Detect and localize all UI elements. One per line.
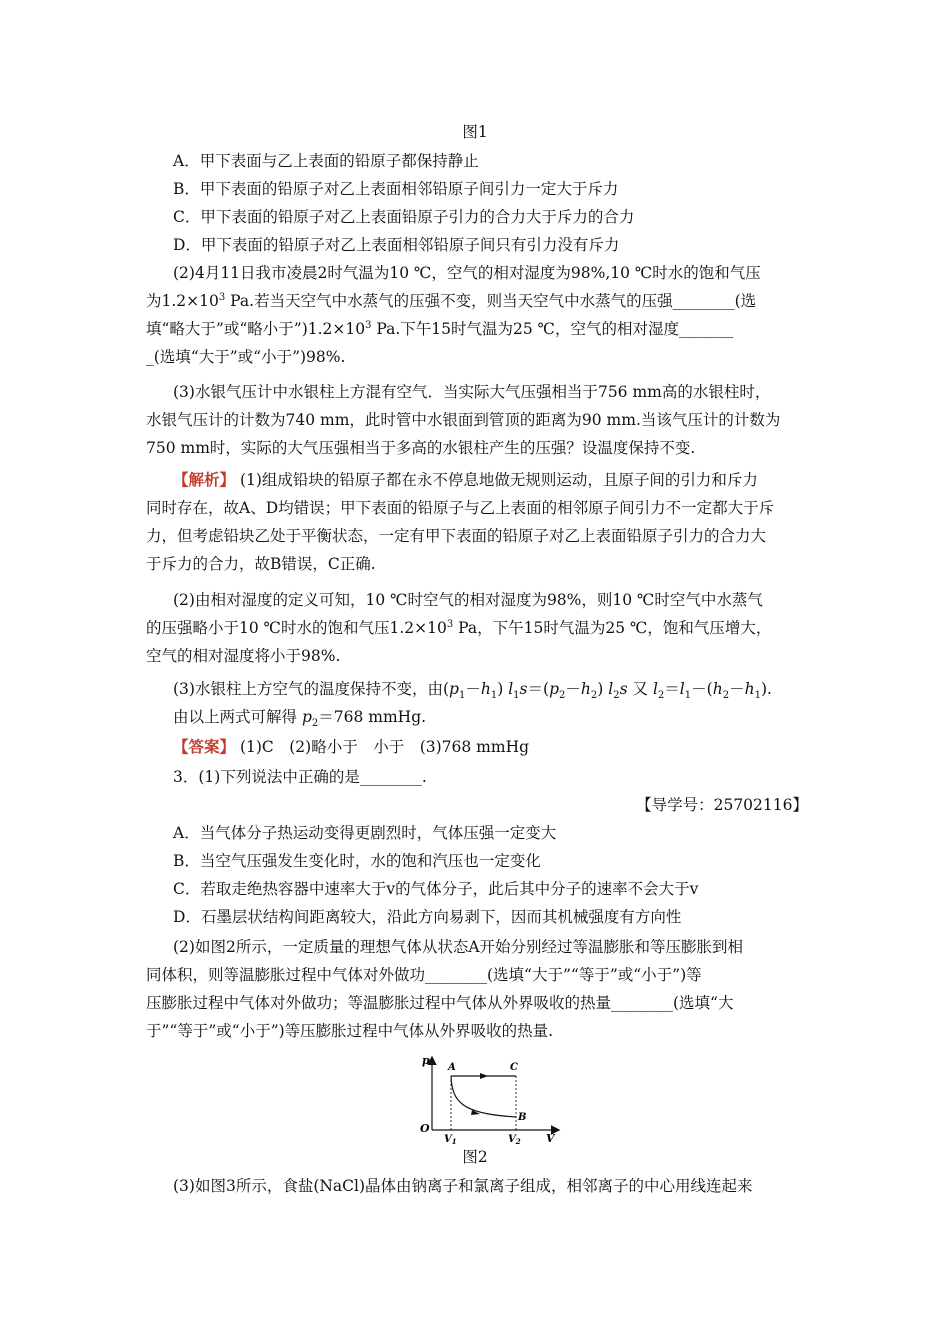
q3-option-c: C．若取走绝热容器中速率大于v的气体分子，此后其中分子的速率不会大于v (173, 880, 699, 898)
state-b-label: B (518, 1112, 527, 1123)
analysis-line: 的压强略小于10 ℃时水的饱和气压$1.2\times 10^3$ Pa，下午15时气温为25 ℃，饱和气压增大， (146, 618, 772, 637)
question-3-2-line: 于”“等于”或“小于”)等压膨胀过程中气体从外界吸收的热量. (146, 1022, 554, 1040)
question-2-3-line: (3)水银气压计中水银柱上方混有空气．当实际大气压强相当于756 mm高的水银柱时， (173, 383, 771, 401)
analysis-tag: 【解析】 (173, 470, 236, 489)
analysis-line: (2)由相对湿度的定义可知，10 ℃时空气的相对湿度为98%，则10 ℃时空气中水蒸气 (173, 591, 763, 609)
analysis-line: 同时存在，故A、D均错误；甲下表面的铅原子与乙上表面的相邻原子间引力不一定都大于斥 (146, 499, 775, 517)
v2-label: $V_2$ (508, 1134, 521, 1144)
answer-tag: 【答案】 (173, 737, 236, 756)
q3-option-d: D．石墨层状结构间距离较大，沿此方向易剥下，因而其机械强度有方向性 (173, 908, 682, 926)
option-b: B．甲下表面的铅原子对乙上表面相邻铅原子间引力一定大于斥力 (173, 180, 619, 198)
option-d: D．甲下表面的铅原子对乙上表面相邻铅原子间只有引力没有斥力 (173, 236, 620, 254)
origin-label: O (420, 1122, 430, 1135)
question-3-2-line: 压膨胀过程中气体对外做功；等温膨胀过程中气体从外界吸收的热量________(选填“大 (146, 994, 734, 1012)
option-c: C．甲下表面的铅原子对乙上表面铅原子引力的合力大于斥力的合力 (173, 208, 635, 226)
state-c-label: C (510, 1062, 518, 1073)
answer-line: 【答案】 (1)C (2)略小于 小于 (3)768 mmHg (173, 737, 530, 756)
p-axis-label: p (422, 1054, 430, 1067)
q3-option-a: A．当气体分子热运动变得更剧烈时，气体压强一定变大 (173, 824, 557, 842)
analysis-line: 力，但考虑铅块乙处于平衡状态，一定有甲下表面的铅原子对乙上表面铅原子引力的合力大 (146, 527, 767, 545)
question-2-2-line: 为$1.2\times 10^3$ Pa.若当天空气中水蒸气的压强不变，则当天空气中水蒸气的压强________(选 (146, 291, 757, 310)
question-3-stem: 3．(1)下列说法中正确的是________. (173, 768, 427, 786)
guide-number: 【导学号：25702116】 (636, 796, 808, 814)
figure-2-caption: 图2 (462, 1148, 488, 1166)
question-2-2-line: 填“略大于”或“略小于$”)1.2\times 10^3$ Pa.下午15时气温为25 ℃，空气的相对湿度_______ (146, 319, 734, 338)
question-2-3-line: 水银气压计的计数为740 mm，此时管中水银面到管顶的距离为90 mm.当该气压计的计数为 (146, 411, 781, 429)
question-2-2-line: (2)4月11日我市凌晨2时气温为10 ℃，空气的相对湿度为98%,10 ℃时水的饱和气压 (173, 264, 761, 282)
question-3-2-line: (2)如图2所示，一定质量的理想气体从状态A开始分别经过等温膨胀和等压膨胀到相 (173, 938, 744, 956)
q3-option-b: B．当空气压强发生变化时，水的饱和汽压也一定变化 (173, 852, 541, 870)
v-axis-label: V (546, 1132, 555, 1144)
state-a-label: A (448, 1062, 456, 1073)
analysis-line: 空气的相对湿度将小于98%. (146, 647, 341, 665)
isotherm-curve (451, 1076, 516, 1117)
analysis-result-line: 由以上两式可解得 $p_2=768$ mmHg. (173, 708, 427, 730)
figure-2-pv-diagram (410, 1054, 570, 1144)
question-3-3-line: (3)如图3所示，食盐(NaCl)晶体由钠离子和氯离子组成，相邻离子的中心用线连起来 (173, 1177, 753, 1195)
option-a: A．甲下表面与乙上表面的铅原子都保持静止 (173, 152, 479, 170)
analysis-line: 于斥力的合力，故B错误，C正确. (146, 555, 376, 573)
v1-label: $V_1$ (444, 1134, 457, 1144)
analysis-line: 【解析】 (1)组成铅块的铅原子都在永不停息地做无规则运动，且原子间的引力和斥力 (173, 470, 758, 489)
isobaric-arrow (480, 1073, 488, 1079)
figure-1-caption: 图1 (462, 123, 488, 141)
question-2-3-line: 750 mm时，实际的大气压强相当于多高的水银柱产生的压强？设温度保持不变. (146, 439, 696, 457)
analysis-formula-line: (3)水银柱上方空气的温度保持不变，由$(p_1-h_1)$ $l_1s=(p_2-h_2)$ $l_2s$ 又 $l_2=l_1-(h_2-h_1)$. (173, 680, 772, 702)
question-2-2-line: _(选填“大于”或“小于”)98%. (146, 348, 346, 366)
question-3-2-line: 同体积，则等温膨胀过程中气体对外做功________(选填“大于”“等于”或“小于”)等 (146, 966, 702, 984)
